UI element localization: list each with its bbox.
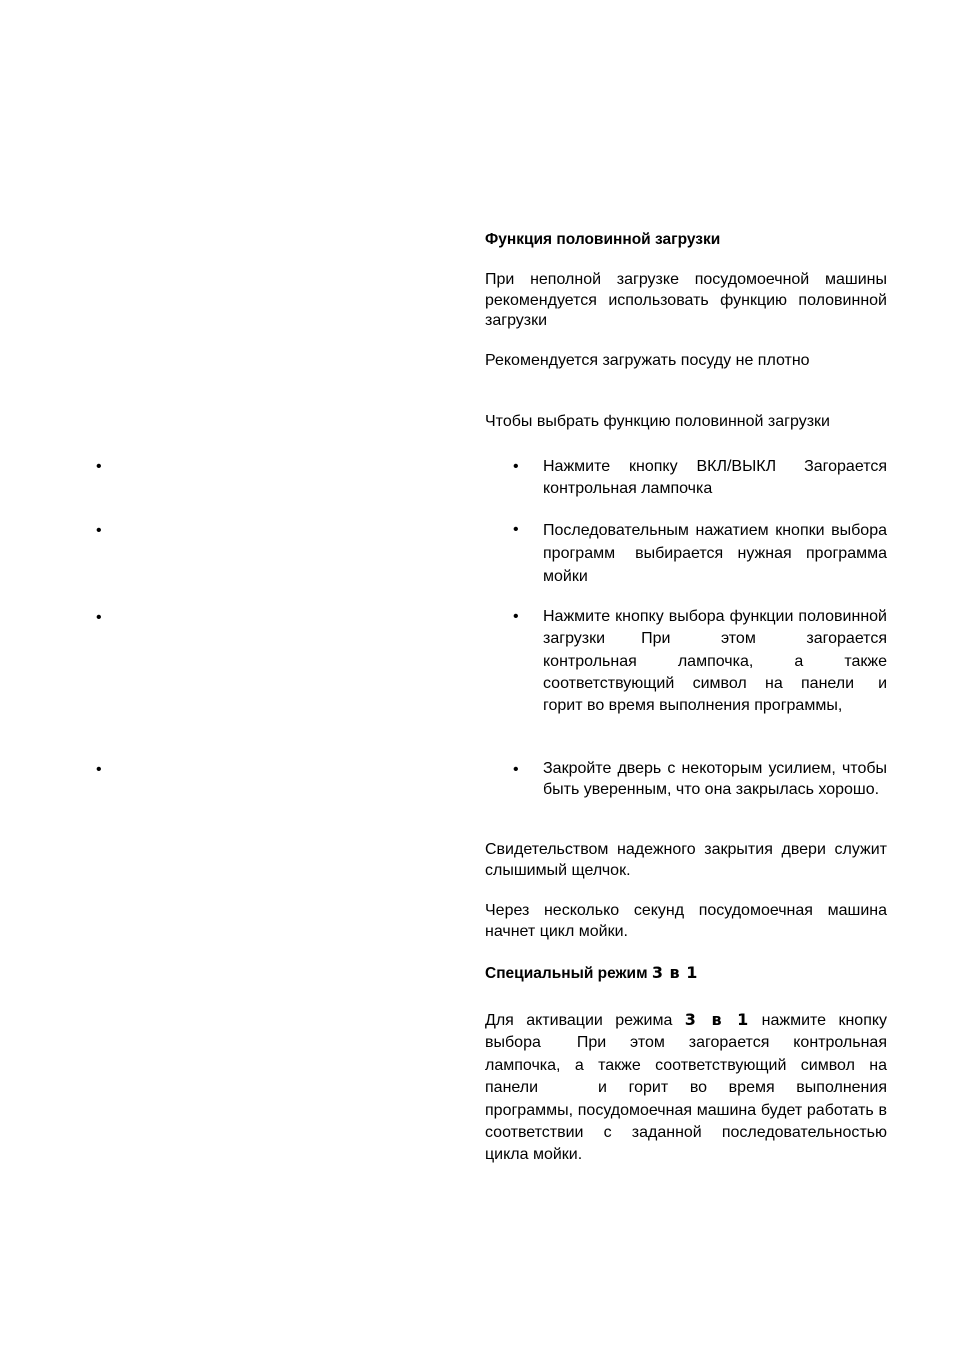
step-2-text-a: Последовательным нажатием кнопки выбора программ xyxy=(543,522,887,562)
paragraph-cycle-start: Через несколько секунд посудомоечная машина начнет цикл мойки. xyxy=(485,902,887,940)
step-4-text: Закройте дверь с некоторым усилием, чтобы быть уверенным, что она закрылась хорошо. xyxy=(543,760,887,798)
margin-bullet: • xyxy=(96,522,102,539)
step-1-text-b: Загорается контрольная лампочка xyxy=(543,458,887,497)
margin-bullet: • xyxy=(96,458,102,475)
margin-bullet: • xyxy=(96,761,102,778)
section-heading-half-load: Функция половинной загрузки xyxy=(485,231,721,248)
bullet: • xyxy=(513,761,519,778)
section-heading-3in1-text: Специальный режим xyxy=(485,965,648,982)
margin-bullet: • xyxy=(96,609,102,626)
step-3-text-a: Нажмите кнопку выбора функции половинной загрузки xyxy=(543,608,887,648)
section-heading-3in1-code: 3 в 1 xyxy=(651,963,698,982)
bullet: • xyxy=(513,521,519,538)
paragraph-3in1-a: Для активации режима xyxy=(485,1012,673,1029)
paragraph-how-to-select: Чтобы выбрать функцию половинной загрузки xyxy=(485,413,830,430)
step-1-text-a: Нажмите кнопку ВКЛ/ВЫКЛ xyxy=(543,458,777,475)
step-3-text-c: и горит во время выполнения программы, xyxy=(543,674,887,715)
step-2-text xyxy=(543,519,887,588)
paragraph-3in1-c: При этом загорается контрольная лампочка, а также соответствующий символ на панели xyxy=(485,1034,887,1097)
section-heading-3in1 xyxy=(485,963,887,985)
paragraph-half-load-intro: При неполной загрузке посудомоечной машины рекомендуется использовать функцию половинной загрузки xyxy=(485,271,887,329)
paragraph-3in1-d: и горит во время выполнения программы, посудомоечная машина будет работать в соответствии с заданной последовательностью цикла мойки. xyxy=(485,1079,887,1164)
bullet: • xyxy=(513,608,519,625)
paragraph-door-click: Свидетельством надежного закрытия двери служит слышимый щелчок. xyxy=(485,841,887,879)
paragraph-load-not-tight: Рекомендуется загружать посуду не плотно xyxy=(485,352,810,369)
step-3-text xyxy=(543,606,887,717)
step-2-text-b: выбирается нужная программа мойки xyxy=(543,545,887,585)
step-3-text-b: При этом загорается контрольная лампочка, а также соответствующий символ на панели xyxy=(543,630,887,692)
bullet: • xyxy=(513,458,519,475)
paragraph-3in1-code: 3 в 1 xyxy=(684,1010,750,1029)
paragraph-3in1-b: нажмите кнопку выбора xyxy=(485,1012,888,1052)
paragraph-3in1 xyxy=(485,1009,887,1167)
step-1-text xyxy=(543,456,887,500)
